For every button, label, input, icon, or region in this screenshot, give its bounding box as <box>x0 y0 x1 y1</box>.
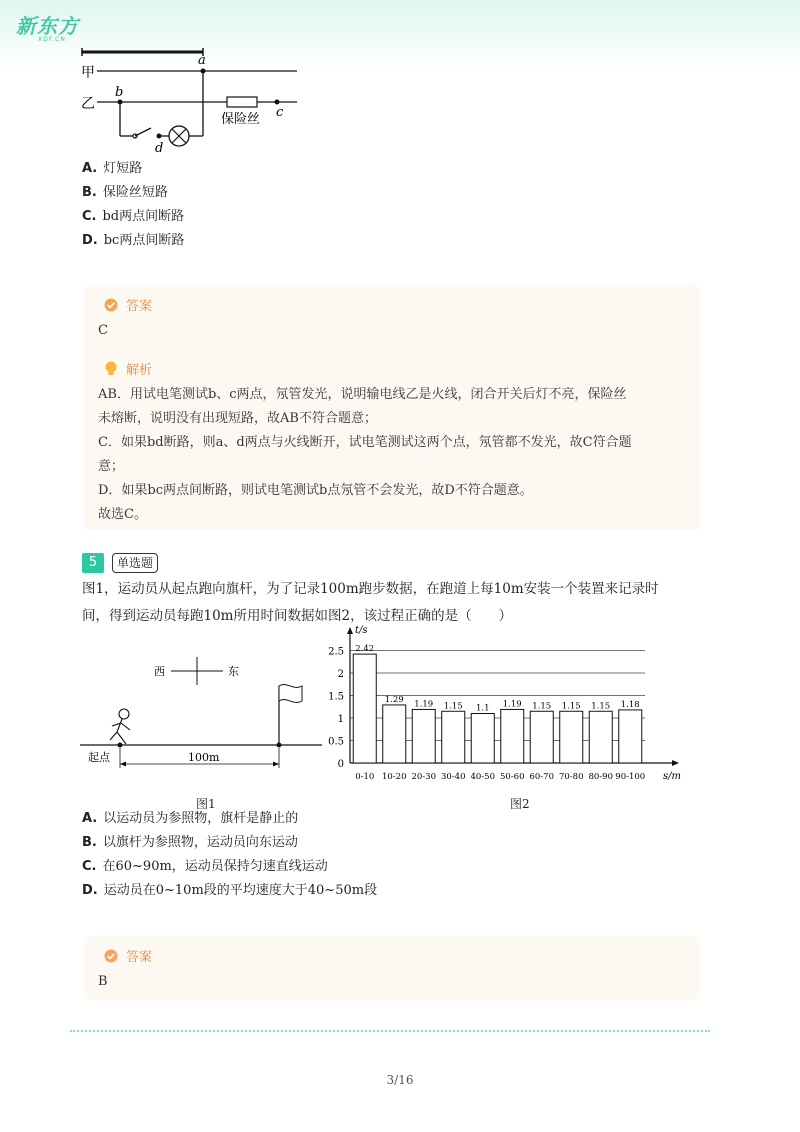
bar-value-label: 1.15 <box>443 701 463 712</box>
label-yi: 乙 <box>81 96 95 112</box>
bar <box>412 709 435 763</box>
figure-1-caption: 图1 <box>196 797 216 811</box>
answer-title: 答案 <box>104 295 152 314</box>
flag-icon <box>279 685 302 703</box>
label-point-d: d <box>155 141 164 154</box>
switch <box>135 128 151 136</box>
bar-value-label: 1.15 <box>561 701 581 712</box>
bar-value-label: 1.19 <box>414 699 434 710</box>
label-point-b: b <box>115 85 124 100</box>
check-badge-icon <box>104 298 118 312</box>
x-tick-label: 60-70 <box>529 772 555 782</box>
y-axis-arrow <box>347 627 353 634</box>
figure-2-caption: 图2 <box>510 797 530 811</box>
question-number: 5 <box>82 553 104 573</box>
bar <box>442 711 465 763</box>
east-label: 东 <box>228 665 239 678</box>
analysis-line: 意； <box>98 459 125 474</box>
analysis-line: D．如果bc两点间断路，则试电笔测试b点氖管不会发光，故D不符合题意。 <box>98 483 533 498</box>
y-tick-label: 2 <box>337 669 344 680</box>
label-point-a: a <box>198 53 206 68</box>
logo <box>16 10 79 43</box>
q4-option-b[interactable]: B. 保险丝短路 <box>82 185 168 200</box>
x-tick-label: 10-20 <box>381 772 407 782</box>
fuse <box>227 97 257 107</box>
bar <box>560 711 583 763</box>
bar <box>589 711 612 763</box>
analysis-line: 未熔断，说明没有出现短路，故AB不符合题意； <box>98 411 377 426</box>
x-axis-label: s/m <box>663 771 681 782</box>
lightbulb-icon <box>104 361 118 377</box>
bar <box>471 714 494 764</box>
x-tick-label: 90-100 <box>615 772 646 782</box>
figure-1 <box>80 640 330 780</box>
bar-value-label: 1.18 <box>620 699 640 710</box>
bar-value-label: 1.15 <box>591 701 611 712</box>
y-tick-label: 1.5 <box>328 691 344 703</box>
analysis-title: 解析 <box>104 359 152 378</box>
answer-title: 答案 <box>104 946 152 965</box>
x-tick-label: 50-60 <box>499 772 525 782</box>
y-tick-label: 2.5 <box>328 646 344 658</box>
answer-value: B <box>98 974 108 989</box>
bar <box>501 709 524 763</box>
q4-option-a[interactable]: A. 灯短路 <box>82 161 143 176</box>
answer-value: C <box>98 323 108 338</box>
analysis-text <box>98 383 688 527</box>
bar-value-label: 1.15 <box>532 701 552 712</box>
west-label: 西 <box>154 665 165 678</box>
label-jia: 甲 <box>81 65 95 81</box>
bar <box>383 705 406 763</box>
bar-value-label: 1.29 <box>384 694 404 705</box>
bar <box>619 710 642 763</box>
logo-text: 新东方 <box>16 14 79 38</box>
footer-divider <box>70 1030 710 1032</box>
x-tick-label: 30-40 <box>440 772 466 782</box>
analysis-line: AB．用试电笔测试b、c两点，氖管发光，说明输电线乙是火线，闭合开关后灯不亮，保险丝 <box>98 387 627 402</box>
q5-option-a[interactable]: A. 以运动员为参照物，旗杆是静止的 <box>82 811 299 826</box>
question-stem: 图1，运动员从起点跑向旗杆，为了记录100m跑步数据，在跑道上每10m安装一个装置来记录时 间，得到运动员每跑10m所用时间数据如图2，该过程正确的是（ ） <box>82 581 659 624</box>
q4-option-d[interactable]: D. bc两点间断路 <box>82 233 185 248</box>
figure-2-chart <box>320 625 690 785</box>
x-axis-arrow <box>672 760 679 766</box>
start-label: 起点 <box>88 751 110 764</box>
bar <box>530 711 553 763</box>
q5-option-c[interactable]: C. 在60~90m，运动员保持匀速直线运动 <box>82 859 328 874</box>
question-type-badge: 单选题 <box>112 553 158 573</box>
distance-label: 100m <box>188 751 220 764</box>
x-tick-label: 0-10 <box>355 772 375 782</box>
runner-icon <box>110 709 130 744</box>
q5-answer-card <box>84 936 700 1000</box>
bar-value-label: 1.1 <box>475 703 490 714</box>
analysis-line: C．如果bd断路，则a、d两点与火线断开，试电笔测试这两个点，氖管都不发光，故C符合题 <box>98 435 632 450</box>
check-badge-icon <box>104 949 118 963</box>
bar <box>353 654 376 763</box>
q5-option-d[interactable]: D. 运动员在0~10m段的平均速度大于40~50m段 <box>82 883 378 898</box>
q4-option-c[interactable]: C. bd两点间断路 <box>82 209 185 224</box>
page-number: 3/16 <box>386 1073 414 1087</box>
bar-value-label: 2.42 <box>355 644 375 655</box>
y-tick-label: 0.5 <box>328 736 344 748</box>
bar-value-label: 1.19 <box>502 699 522 710</box>
fuse-label: 保险丝 <box>221 112 261 127</box>
x-tick-label: 40-50 <box>470 772 496 782</box>
x-tick-label: 80-90 <box>588 772 614 782</box>
analysis-line: 故选C。 <box>98 507 147 522</box>
y-tick-label: 0 <box>337 759 344 770</box>
y-axis-label: t/s <box>355 625 368 636</box>
x-tick-label: 20-30 <box>411 772 437 782</box>
q5-option-b[interactable]: B. 以旗杆为参照物，运动员向东运动 <box>82 835 298 850</box>
x-tick-label: 70-80 <box>558 772 584 782</box>
logo-subtext: XDF.CN <box>38 36 66 43</box>
q4-answer-card <box>84 285 700 530</box>
y-tick-label: 1 <box>337 714 344 725</box>
label-point-c: c <box>276 105 284 120</box>
circuit-diagram <box>75 44 315 154</box>
